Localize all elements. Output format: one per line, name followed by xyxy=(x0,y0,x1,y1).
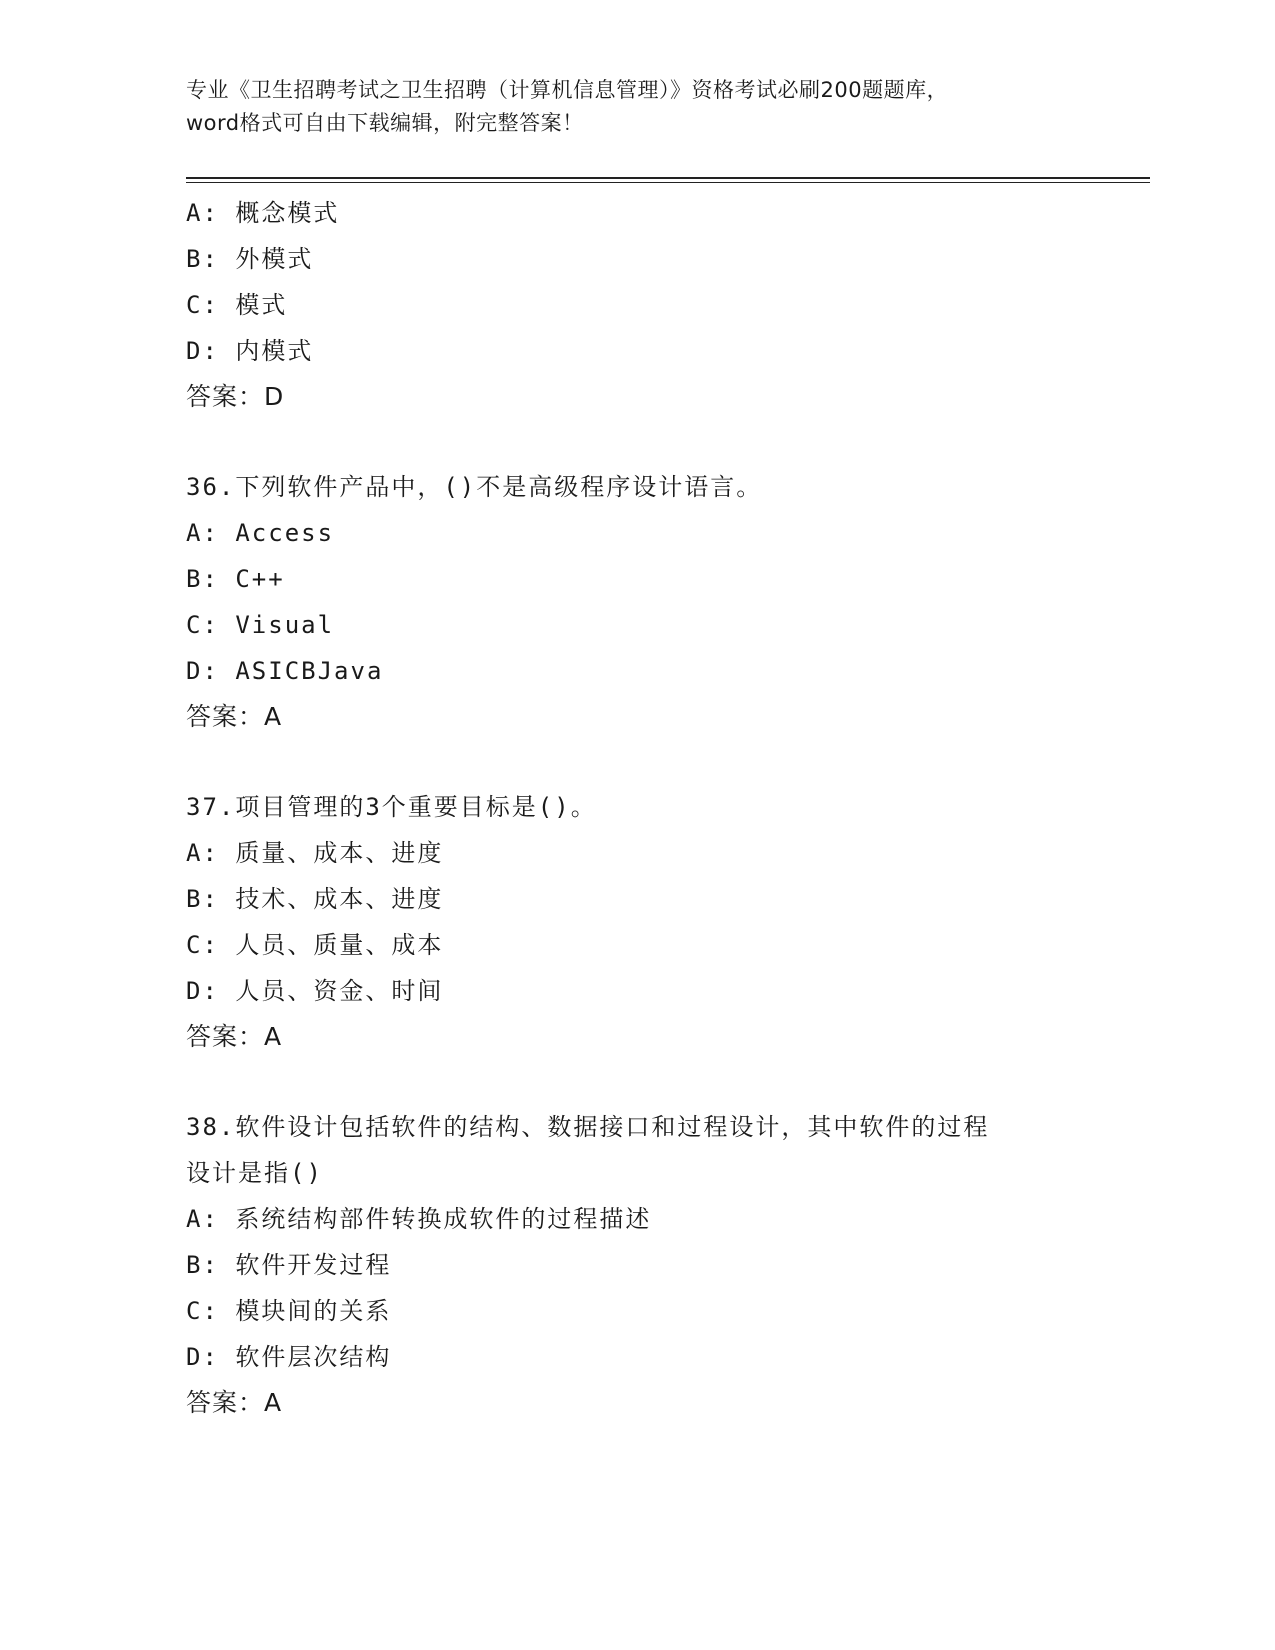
spacer xyxy=(186,420,1126,464)
option-c: C: 模块间的关系 xyxy=(186,1297,392,1325)
option-c: C: Visual xyxy=(186,611,335,639)
option-b: B: 技术、成本、进度 xyxy=(186,885,444,913)
question-35 xyxy=(186,190,1126,420)
option-a: A: 系统结构部件转换成软件的过程描述 xyxy=(186,1205,652,1233)
option-d: D: 内模式 xyxy=(186,337,314,365)
option-c: C: 模式 xyxy=(186,291,288,319)
question-stem-line-1: 38.软件设计包括软件的结构、数据接口和过程设计，其中软件的过程 xyxy=(186,1113,990,1141)
option-a: A: Access xyxy=(186,519,335,547)
question-37 xyxy=(186,784,1126,1060)
document-header xyxy=(186,74,1086,140)
header-divider-thick xyxy=(186,177,1150,179)
header-line-1: 专业《卫生招聘考试之卫生招聘（计算机信息管理）》资格考试必刷200题题库， xyxy=(186,78,949,102)
answer-line: 答案：A xyxy=(186,1022,283,1051)
option-d: D: 软件层次结构 xyxy=(186,1343,392,1371)
question-36 xyxy=(186,464,1126,740)
option-c: C: 人员、质量、成本 xyxy=(186,931,444,959)
question-38 xyxy=(186,1104,1126,1426)
question-stem: 36.下列软件产品中，()不是高级程序设计语言。 xyxy=(186,473,763,501)
header-line-2: word格式可自由下载编辑，附完整答案！ xyxy=(186,111,584,135)
option-d: D: 人员、资金、时间 xyxy=(186,977,444,1005)
option-b: B: C++ xyxy=(186,565,285,593)
option-a: A: 质量、成本、进度 xyxy=(186,839,444,867)
question-stem: 37.项目管理的3个重要目标是()。 xyxy=(186,793,597,821)
spacer xyxy=(186,740,1126,784)
question-list xyxy=(186,190,1126,1426)
option-b: B: 外模式 xyxy=(186,245,314,273)
spacer xyxy=(186,1060,1126,1104)
option-a: A: 概念模式 xyxy=(186,199,340,227)
answer-line: 答案：A xyxy=(186,702,283,731)
header-divider-thin xyxy=(186,182,1150,183)
question-stem-line-2: 设计是指() xyxy=(186,1159,323,1187)
option-b: B: 软件开发过程 xyxy=(186,1251,392,1279)
option-d: D: ASICBJava xyxy=(186,657,384,685)
answer-line: 答案：D xyxy=(186,382,285,411)
answer-line: 答案：A xyxy=(186,1388,283,1417)
